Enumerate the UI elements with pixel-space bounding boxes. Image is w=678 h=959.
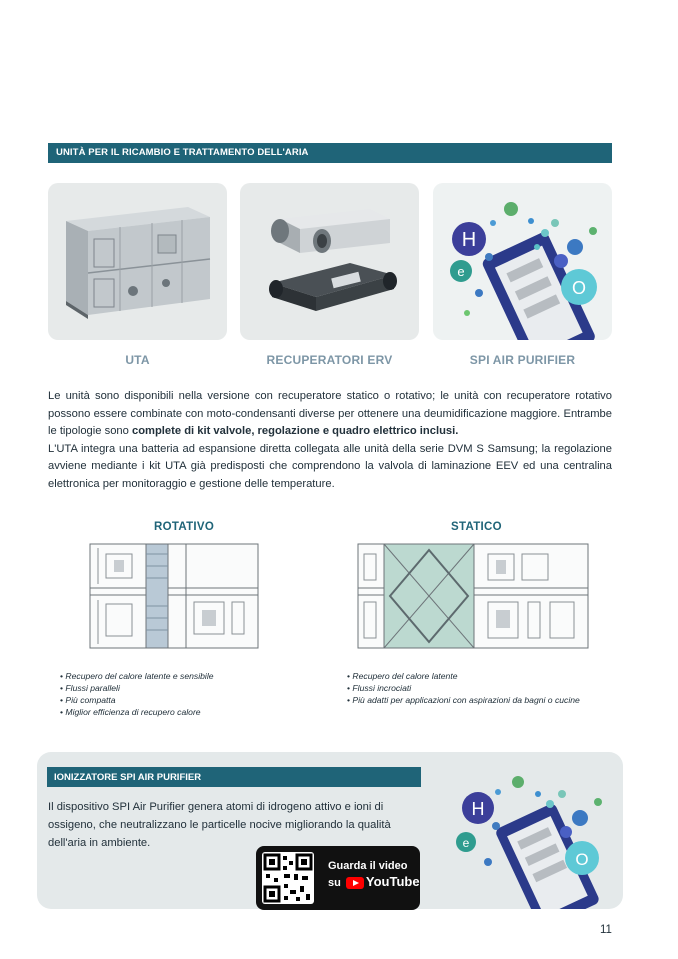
rotativo-title: ROTATIVO	[154, 521, 215, 533]
youtube-play-icon	[346, 877, 364, 889]
video-caption[interactable]	[328, 858, 420, 891]
air-purifier-small-image	[452, 762, 617, 909]
air-handling-unit-image	[48, 183, 227, 340]
erv-label: RECUPERATORI ERV	[266, 353, 393, 367]
erv-image-card	[240, 183, 419, 340]
list-item: • Flussi incrociati	[347, 682, 580, 694]
youtube-brand: YouTube	[365, 874, 420, 889]
statico-schematic	[354, 540, 592, 654]
erv-recuperator-image	[240, 183, 419, 340]
svg-text:H: H	[461, 229, 477, 251]
svg-text:e: e	[462, 836, 470, 850]
list-item: • Recupero del calore latente e sensibile	[60, 670, 214, 682]
ionizer-header-bar	[47, 767, 421, 787]
svg-text:O: O	[575, 850, 589, 869]
section-header-bar	[48, 143, 612, 163]
qr-code-icon[interactable]	[262, 852, 314, 904]
statico-diagram	[354, 540, 592, 659]
description-text	[48, 388, 612, 493]
air-purifier-image	[433, 183, 612, 340]
list-item: • Flussi paralleli	[60, 682, 214, 694]
youtube-video-link[interactable]	[256, 846, 420, 910]
ionizer-description: Il dispositivo SPI Air Purifier genera atomi di idrogeno attivo e ioni di ossigeno, che neutralizzano le particelle nocive migliorando la qualità dell'aria in ambiente.	[48, 801, 391, 849]
list-item: • Recupero del calore latente	[347, 670, 580, 682]
rotativo-diagram	[86, 540, 262, 659]
section-title: UNITÀ PER IL RICAMBIO E TRATTAMENTO DELL'ARIA	[56, 147, 309, 158]
description-paragraph-2: L'UTA integra una batteria ad espansione diretta collegata alle unità della serie DVM S Samsung; la regolazione avviene mediante i kit UTA già predisposti che comprendono la valvola di laminazione EEV ed una centralina elettronica per monitoraggio e gestione delle temperature.	[48, 442, 612, 490]
list-item: • Miglior efficienza di recupero calore	[60, 706, 214, 718]
list-item: • Più adatti per applicazioni con aspirazioni da bagni o cucine	[347, 694, 580, 706]
statico-bullet-list	[347, 670, 580, 706]
air-purifier-label: SPI AIR PURIFIER	[469, 353, 576, 367]
list-item: • Più compatta	[60, 694, 214, 706]
svg-text:e: e	[457, 264, 465, 279]
uta-image-card	[48, 183, 227, 340]
rotativo-schematic	[86, 540, 262, 654]
page-number: 11	[600, 924, 612, 936]
uta-label: UTA	[125, 353, 150, 367]
ionizer-title: IONIZZATORE SPI AIR PURIFIER	[54, 772, 202, 783]
air-purifier-image-card	[433, 183, 612, 340]
video-su: su	[328, 877, 341, 889]
svg-text:H: H	[471, 799, 485, 819]
statico-title: STATICO	[451, 521, 502, 533]
svg-text:O: O	[571, 278, 587, 298]
ionizer-image	[452, 762, 617, 914]
description-paragraph-1: Le unità sono disponibili nella versione con recuperatore statico o rotativo; le unità con recuperatore rotativo possono essere combinate con moto-condensanti diverse per ottenere una deumidificazione maggiore. Entrambe le tipologie sono	[48, 390, 612, 437]
description-bold-text: complete di kit valvole, regolazione e quadro elettrico inclusi.	[131, 425, 459, 437]
video-line-1: Guarda il video	[328, 860, 408, 872]
rotativo-bullet-list	[60, 670, 214, 718]
